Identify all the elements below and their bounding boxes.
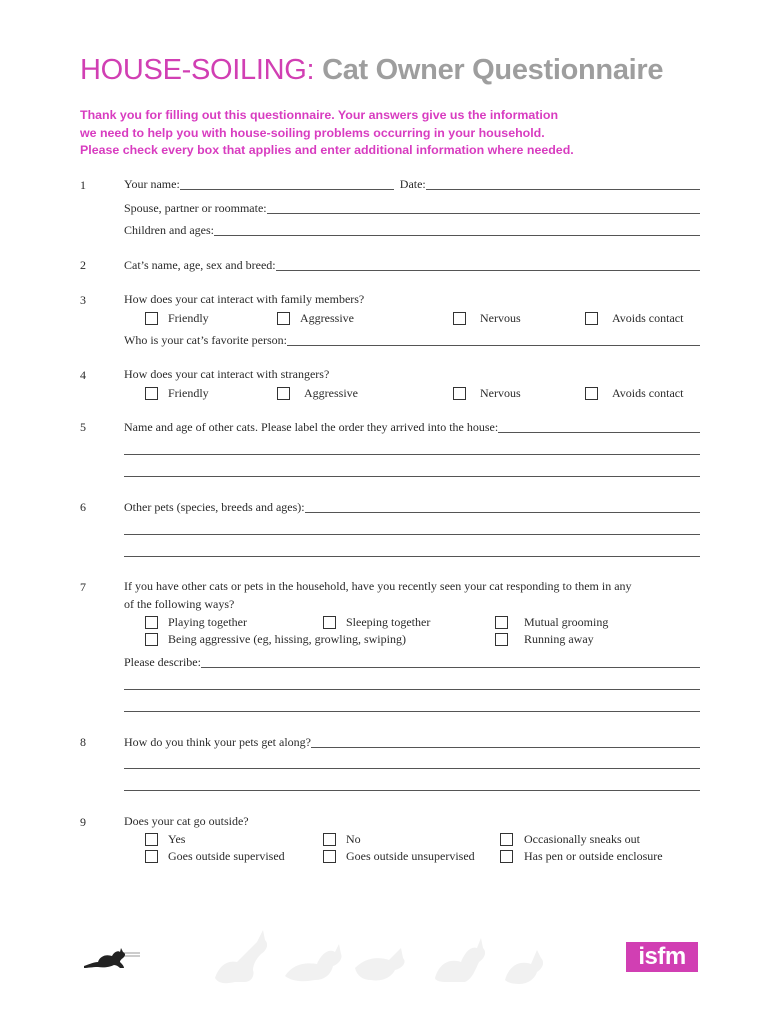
q2-label: Cat’s name, age, sex and breed:: [124, 258, 276, 272]
q9-option-unsupervised[interactable]: Goes outside unsupervised: [323, 848, 475, 864]
q3-option-aggressive[interactable]: Aggressive: [277, 310, 354, 326]
question-3-number: 3: [80, 293, 86, 307]
q5-row: [124, 419, 700, 435]
q4-option-avoids-contact[interactable]: Avoids contact: [585, 385, 683, 401]
q1-children-label: Children and ages:: [124, 223, 214, 237]
q4-option-aggressive[interactable]: Aggressive: [277, 385, 358, 401]
checkbox[interactable]: [585, 387, 598, 400]
q3-favorite-field[interactable]: [287, 333, 700, 346]
q1-name-label: Your name:: [124, 177, 180, 191]
q3-favorite-label: Who is your cat’s favorite person:: [124, 333, 287, 347]
checkbox[interactable]: [500, 833, 513, 846]
intro-line-3: Please check every box that applies and enter additional information where needed.: [80, 143, 574, 157]
checkbox[interactable]: [453, 312, 466, 325]
title-main: Cat Owner Questionnaire: [322, 54, 664, 86]
q6-row: [124, 499, 700, 515]
q5-field[interactable]: [498, 420, 700, 433]
checkbox[interactable]: [495, 616, 508, 629]
q4-option-nervous[interactable]: Nervous: [453, 385, 521, 401]
checkbox[interactable]: [323, 850, 336, 863]
q8-answer-line[interactable]: [124, 790, 700, 791]
checkbox[interactable]: [145, 387, 158, 400]
question-7-number: 7: [80, 580, 86, 594]
q7-option-running-away[interactable]: Running away: [495, 631, 594, 647]
q9-option-pen-enclosure[interactable]: Has pen or outside enclosure: [500, 848, 663, 864]
question-5-number: 5: [80, 420, 86, 434]
q9-option-yes[interactable]: Yes: [145, 831, 185, 847]
q7-describe-field[interactable]: [201, 655, 700, 668]
intro-text: [80, 107, 720, 160]
checkbox[interactable]: [495, 633, 508, 646]
question-2-number: 2: [80, 258, 86, 272]
q1-children-field[interactable]: [214, 223, 700, 236]
q7-answer-line[interactable]: [124, 711, 700, 712]
question-6-number: 6: [80, 500, 86, 514]
cat-silhouettes-icon: [205, 918, 565, 993]
q7-question-line-1: If you have other cats or pets in the household, have you recently seen your cat responding to them in any: [124, 579, 632, 593]
checkbox[interactable]: [453, 387, 466, 400]
q3-option-nervous[interactable]: Nervous: [453, 310, 521, 326]
checkbox[interactable]: [277, 312, 290, 325]
q5-label: Name and age of other cats. Please label the order they arrived into the house:: [124, 420, 499, 434]
checkbox[interactable]: [145, 312, 158, 325]
q7-option-being-aggressive[interactable]: Being aggressive (eg, hissing, growling, swiping): [145, 631, 406, 647]
q1-date-label: Date:: [399, 177, 426, 191]
q6-answer-line[interactable]: [124, 556, 700, 557]
page-title: [80, 54, 663, 87]
cat-logo-icon: [80, 940, 142, 975]
q1-date-field[interactable]: [426, 177, 700, 190]
question-9-number: 9: [80, 815, 86, 829]
isfm-logo: isfm: [626, 942, 698, 972]
q2-field[interactable]: [276, 258, 700, 271]
checkbox[interactable]: [145, 633, 158, 646]
q5-answer-line[interactable]: [124, 476, 700, 477]
q7-question-line-2: of the following ways?: [124, 597, 235, 611]
q5-answer-line[interactable]: [124, 454, 700, 455]
question-4-number: 4: [80, 368, 86, 382]
q4-question: How does your cat interact with strangers?: [124, 367, 330, 381]
q6-answer-line[interactable]: [124, 534, 700, 535]
checkbox[interactable]: [277, 387, 290, 400]
q7-describe-label: Please describe:: [124, 655, 201, 669]
q6-label: Other pets (species, breeds and ages):: [124, 500, 305, 514]
q2-row: [124, 257, 700, 273]
checkbox[interactable]: [323, 833, 336, 846]
title-prefix: HOUSE-SOILING:: [80, 54, 315, 86]
intro-line-2: we need to help you with house-soiling problems occurring in your household.: [80, 125, 545, 140]
q1-children-row: [124, 222, 700, 238]
q8-answer-line[interactable]: [124, 768, 700, 769]
question-8-number: 8: [80, 735, 86, 749]
checkbox[interactable]: [145, 833, 158, 846]
q9-question: Does your cat go outside?: [124, 814, 249, 828]
q7-option-mutual-grooming[interactable]: Mutual grooming: [495, 614, 608, 630]
q3-option-avoids-contact[interactable]: Avoids contact: [585, 310, 683, 326]
checkbox[interactable]: [145, 850, 158, 863]
q1-spouse-field[interactable]: [267, 201, 700, 214]
q8-field[interactable]: [311, 735, 700, 748]
intro-line-1: Thank you for filling out this questionnaire. Your answers give us the information: [80, 108, 559, 122]
checkbox[interactable]: [500, 850, 513, 863]
q8-row: [124, 734, 700, 750]
q8-label: How do you think your pets get along?: [124, 735, 311, 749]
question-1-number: 1: [80, 178, 86, 192]
checkbox[interactable]: [585, 312, 598, 325]
q1-name-field[interactable]: [180, 177, 394, 190]
q9-option-sneaks-out[interactable]: Occasionally sneaks out: [500, 831, 640, 847]
q7-option-sleeping-together[interactable]: Sleeping together: [323, 614, 430, 630]
q3-favorite-row: [124, 332, 700, 348]
q9-option-no[interactable]: No: [323, 831, 361, 847]
checkbox[interactable]: [323, 616, 336, 629]
q6-field[interactable]: [305, 500, 700, 513]
q7-option-playing-together[interactable]: Playing together: [145, 614, 247, 630]
checkbox[interactable]: [145, 616, 158, 629]
q7-answer-line[interactable]: [124, 689, 700, 690]
q4-option-friendly[interactable]: Friendly: [145, 385, 209, 401]
q1-name-row: [124, 176, 700, 192]
q1-spouse-label: Spouse, partner or roommate:: [124, 201, 267, 215]
q9-option-supervised[interactable]: Goes outside supervised: [145, 848, 285, 864]
q7-describe-row: [124, 654, 700, 670]
q3-option-friendly[interactable]: Friendly: [145, 310, 209, 326]
q3-question: How does your cat interact with family members?: [124, 292, 365, 306]
q1-spouse-row: [124, 200, 700, 216]
